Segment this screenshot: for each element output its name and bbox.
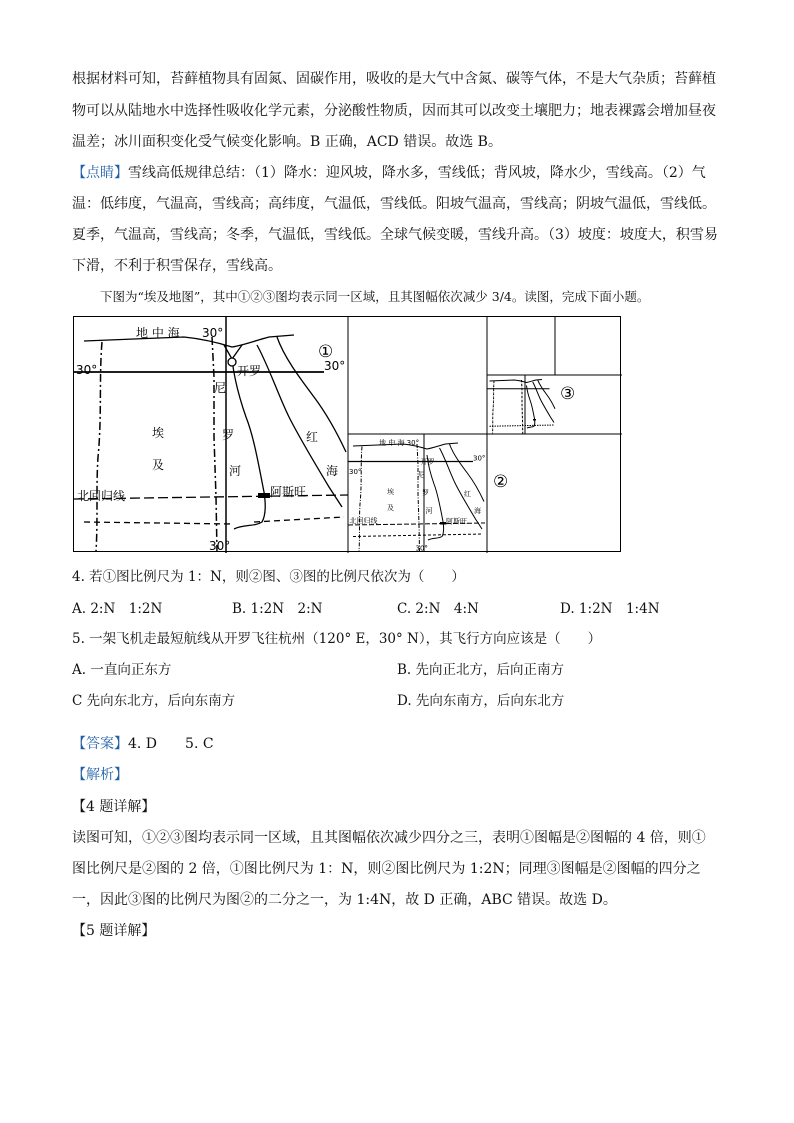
answer-label: 【答案】 [72, 736, 128, 752]
tip-label: 【点睛】 [72, 165, 128, 181]
q5-detail-label: 【5 题详解】 [72, 923, 156, 939]
map-aswan-label: 阿斯旺 [270, 485, 307, 499]
map2-lat-label: 30° [349, 468, 362, 476]
aswan-marker [258, 493, 270, 498]
option-4b[interactable]: B. 1:2N 2:N [232, 601, 323, 617]
map-2 [348, 434, 485, 553]
paragraph-line: 根据材料可知，苔藓植物具有固氮、固碳作用，吸收的是大气中含氮、碳等气体，不是大气杂质；苔藓植 [72, 71, 716, 87]
cairo-marker [228, 358, 236, 366]
map-egypt-label: 及 [152, 458, 165, 472]
map2-aswan-label: 阿斯旺 [446, 517, 467, 526]
map-egypt-label: 埃 [152, 426, 165, 440]
option-5a[interactable]: A. 一直向正东方 [72, 662, 172, 678]
egypt-map-svg [74, 317, 622, 553]
map-redsea-label: 红 [306, 430, 319, 444]
map-lon-label: 30° [209, 539, 231, 553]
map2-lat-label: 30° [473, 454, 486, 463]
map2-cairo-label: 开罗 [420, 458, 435, 466]
map-tropic-label: 北回归线 [77, 489, 126, 503]
analysis-label: 【解析】 [72, 767, 128, 783]
option-4a[interactable]: A. 2:N 1:2N [72, 601, 163, 617]
answer-text: 4. D 5. C [128, 736, 214, 752]
map2-nile-label: 罗 [422, 489, 429, 497]
tip-line: 温：低纬度，气温高，雪线高；高纬度，气温低，雪线低。阳坡气温高，雪线高；阴坡气温低，雪线低。 [72, 196, 716, 212]
map2-tropic-label: 北回归线 [349, 517, 378, 525]
map2-sea-label: 地 中 海 30° [379, 439, 420, 447]
map-sea-label: 地 中 海 [136, 326, 180, 340]
map-nile-label: 河 [229, 464, 242, 478]
map2-nile-label: 河 [425, 507, 433, 515]
q4-detail-label: 【4 题详解】 [72, 799, 156, 815]
tip-line [72, 163, 706, 183]
map-cairo-label: 开罗 [237, 364, 262, 378]
detail-line: 图比例尺是②图的 2 倍，①图比例尺为 1：N，则②图比例尺为 1:2N；同理③图幅是②图幅的四分之 [72, 861, 701, 877]
map-lat-label: 30° [202, 326, 224, 340]
map-lat-label: 30° [76, 363, 98, 377]
detail-line: 读图可知，①②③图均表示同一区域，且其图幅依次减少四分之三，表明①图幅是②图幅的 4 倍，则① [72, 830, 706, 846]
tip-text: 雪线高低规律总结：（1）降水：迎风坡，降水多，雪线低；背风坡，降水少，雪线高。（2）气 [128, 165, 706, 181]
map2-nile-label: 尼 [418, 470, 425, 479]
map2-redsea-label: 海 [474, 507, 481, 515]
map-3-marker: ③ [560, 384, 576, 404]
option-5c[interactable]: C 先向东北方，后向东南方 [72, 693, 236, 709]
paragraph-line: 物可以从陆地水中选择性吸收化学元素，分泌酸性物质，因而其可以改变土壤肥力；地表裸露会增加昼夜 [72, 103, 716, 119]
map-nile-label: 尼 [214, 381, 227, 395]
paragraph-line: 温差；冰川面积变化受气候变化影响。B 正确，ACD 错误。故选 B。 [72, 134, 502, 150]
question-4: 4. 若①图比例尺为 1：N，则②图、③图的比例尺依次为（ ） [72, 569, 465, 585]
figure-intro: 下图为“埃及地图”，其中①②③图均表示同一区域，且其图幅依次减少 3/4。读图，完成下面小题。 [100, 289, 650, 304]
question-5: 5. 一架飞机走最短航线从开罗飞往杭州（120° E，30° N），其飞行方向应该是（ ） [72, 631, 602, 647]
detail-line: 一，因此③图的比例尺为图②的二分之一，为 1:4N，故 D 正确，ABC 错误。故选 D。 [72, 892, 617, 908]
map2-redsea-label: 红 [464, 490, 471, 498]
map-3 [487, 375, 555, 434]
tip-line: 夏季，气温高，雪线高；冬季，气温低，雪线低。全球气候变暖，雪线升高。（3）坡度：坡度大，积雪易 [72, 227, 718, 243]
map-redsea-label: 海 [326, 464, 339, 478]
tip-line: 下滑，不利于积雪保存，雪线高。 [72, 258, 282, 274]
option-4d[interactable]: D. 1:2N 1:4N [560, 601, 660, 617]
egypt-map-figure [73, 316, 621, 552]
map2-lon-label: 30° [415, 544, 428, 553]
option-5b[interactable]: B. 先向正北方，后向正南方 [397, 662, 565, 678]
map-nile-label: 罗 [222, 428, 235, 442]
map2-egypt-label: 及 [387, 504, 394, 512]
map-lat-label: 30° [324, 359, 346, 373]
map2-egypt-label: 埃 [387, 488, 394, 496]
map-1-marker: ① [318, 342, 334, 362]
option-5d[interactable]: D. 先向东南方，后向东北方 [397, 693, 565, 709]
answer-line [72, 734, 214, 754]
option-4c[interactable]: C. 2:N 4:N [397, 601, 479, 617]
map-2-marker: ② [493, 472, 509, 492]
